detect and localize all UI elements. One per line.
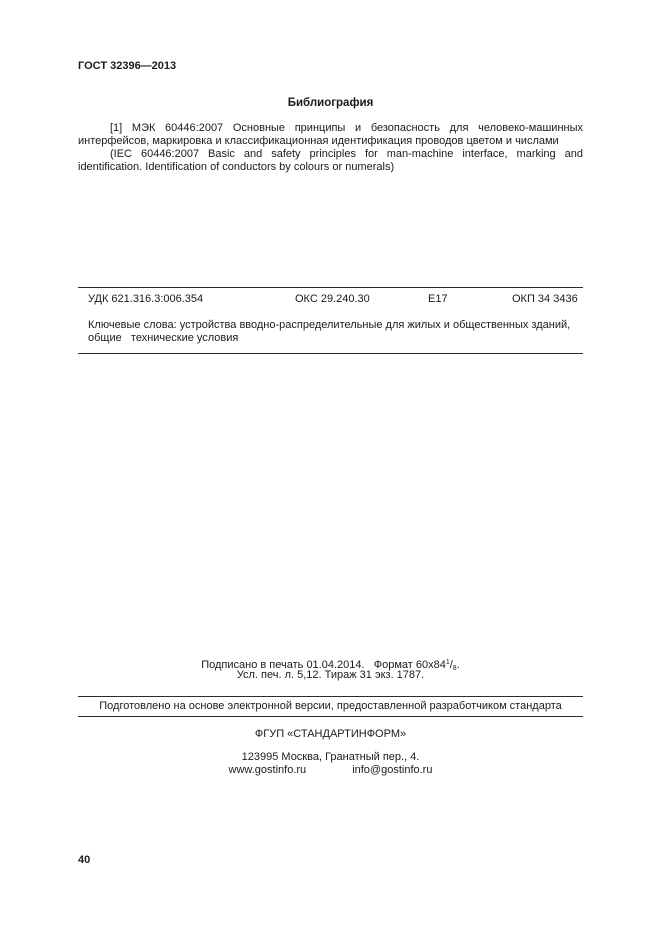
bibliography-entry-ru: [1] МЭК 60446:2007 Основные принципы и безопасность для человеко-машинных интерфейсов, маркировка и классификационная идентификация проводов цветом и числами — [78, 122, 583, 147]
doc-number: ГОСТ 32396—2013 — [78, 60, 177, 72]
imprint-format-denominator: 8 — [452, 665, 457, 672]
divider-prepared-bottom — [78, 716, 583, 717]
publisher-contacts — [78, 764, 583, 777]
keywords-block — [88, 319, 583, 345]
imprint-format-slash: / — [449, 659, 453, 671]
udk-code: УДК 621.316.3:006.354 — [88, 293, 204, 305]
keywords-line-1: Ключевые слова: устройства вводно-распределительные для жилых и общественных зданий, — [88, 319, 571, 331]
divider-prepared-top — [78, 696, 583, 697]
divider-codes-bottom — [78, 353, 583, 354]
group-code: Е17 — [428, 293, 448, 305]
bibliography-title: Библиография — [287, 97, 374, 109]
divider-codes-top — [78, 287, 583, 288]
prepared-note: Подготовлено на основе электронной версии, предоставленной разработчиком стандарта — [99, 700, 562, 712]
imprint-line-2: Усл. печ. л. 5,12. Тираж 31 экз. 1787. — [236, 669, 425, 681]
oks-code: ОКС 29.240.30 — [295, 293, 370, 305]
imprint-format-period: . — [456, 659, 460, 671]
email-text: info@gostinfo.ru — [352, 764, 433, 776]
publisher-name: ФГУП «СТАНДАРТИНФОРМ» — [254, 728, 407, 740]
okp-code: ОКП 34 3436 — [512, 293, 578, 305]
website-text: www.gostinfo.ru — [228, 764, 307, 776]
codes-row — [78, 293, 583, 307]
imprint-format-numerator: 1 — [445, 659, 450, 666]
imprint-date-format: Подписано в печать 01.04.2014. Формат 60х84 — [201, 659, 446, 671]
publisher-address: 123995 Москва, Гранатный пер., 4. — [241, 751, 420, 763]
bibliography-entry-en: (IEC 60446:2007 Basic and safety principles for man-machine interface, marking and identification. Identification of conductors by colours or numerals) — [78, 148, 583, 173]
page-number: 40 — [78, 854, 91, 866]
keywords-line-2: общие технические условия — [88, 332, 239, 344]
